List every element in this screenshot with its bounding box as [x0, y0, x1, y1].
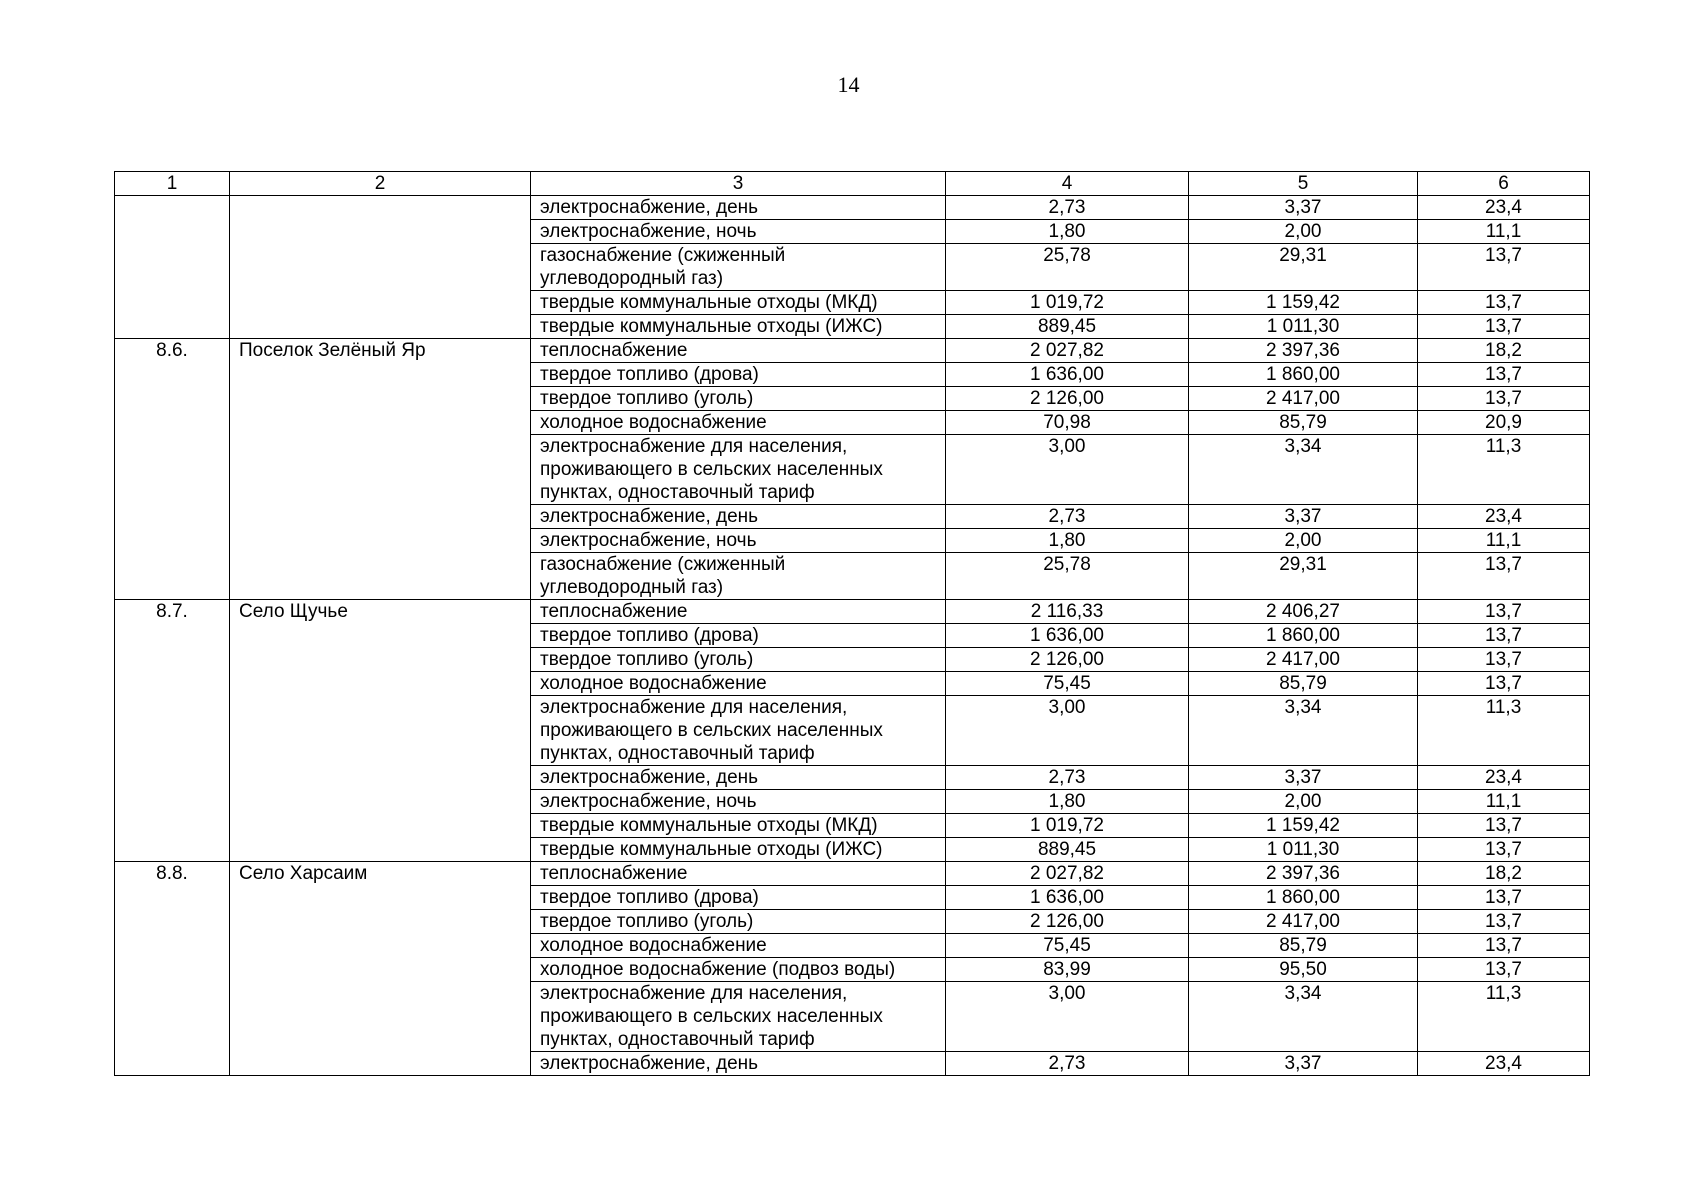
value-col5-cell: 1 860,00	[1189, 624, 1418, 648]
value-col6-cell: 11,3	[1418, 696, 1590, 766]
service-cell: холодное водоснабжение (подвоз воды)	[531, 958, 946, 982]
value-col4-cell: 2 126,00	[946, 910, 1189, 934]
value-col6-cell: 13,7	[1418, 910, 1590, 934]
value-col4-cell: 75,45	[946, 672, 1189, 696]
value-col4-cell: 2,73	[946, 505, 1189, 529]
settlement-cell	[230, 435, 531, 505]
value-col5-cell: 1 159,42	[1189, 291, 1418, 315]
value-col4-cell: 83,99	[946, 958, 1189, 982]
table-row	[115, 435, 1590, 505]
service-cell: электроснабжение, ночь	[531, 790, 946, 814]
value-col6-cell: 11,1	[1418, 790, 1590, 814]
service-cell: холодное водоснабжение	[531, 411, 946, 435]
service-cell: теплоснабжение	[531, 600, 946, 624]
item-number-cell	[115, 435, 230, 505]
value-col5-cell: 2,00	[1189, 220, 1418, 244]
value-col6-cell: 13,7	[1418, 624, 1590, 648]
item-number-cell	[115, 553, 230, 600]
value-col6-cell: 18,2	[1418, 862, 1590, 886]
settlement-cell	[230, 529, 531, 553]
service-cell: электроснабжение, ночь	[531, 529, 946, 553]
service-cell: твердое топливо (уголь)	[531, 910, 946, 934]
value-col5-cell: 2 397,36	[1189, 862, 1418, 886]
value-col5-cell: 85,79	[1189, 934, 1418, 958]
table-row	[115, 958, 1590, 982]
tariff-table	[114, 171, 1590, 1076]
settlement-cell	[230, 411, 531, 435]
table-row	[115, 505, 1590, 529]
value-col4-cell: 2 116,33	[946, 600, 1189, 624]
settlement-cell	[230, 766, 531, 790]
service-cell: электроснабжение для населения, проживающего в сельских населенных пунктах, одноставочный тариф	[531, 696, 946, 766]
value-col4-cell: 2,73	[946, 1052, 1189, 1076]
settlement-cell: Село Харсаим	[230, 862, 531, 886]
item-number-cell: 8.8.	[115, 862, 230, 886]
value-col4-cell: 1,80	[946, 529, 1189, 553]
value-col5-cell: 1 011,30	[1189, 838, 1418, 862]
settlement-cell	[230, 244, 531, 291]
settlement-cell	[230, 196, 531, 220]
value-col5-cell: 3,34	[1189, 982, 1418, 1052]
item-number-cell	[115, 387, 230, 411]
table-row	[115, 934, 1590, 958]
page-number: 14	[837, 72, 860, 97]
service-cell: твердые коммунальные отходы (ИЖС)	[531, 315, 946, 339]
value-col5-cell: 3,34	[1189, 696, 1418, 766]
value-col5-cell: 1 860,00	[1189, 363, 1418, 387]
item-number-cell	[115, 814, 230, 838]
item-number-cell: 8.6.	[115, 339, 230, 363]
value-col4-cell: 3,00	[946, 696, 1189, 766]
value-col4-cell: 3,00	[946, 982, 1189, 1052]
table-row	[115, 1052, 1590, 1076]
value-col4-cell: 2 126,00	[946, 648, 1189, 672]
settlement-cell	[230, 505, 531, 529]
value-col6-cell: 13,7	[1418, 553, 1590, 600]
value-col6-cell: 11,3	[1418, 435, 1590, 505]
table-row	[115, 363, 1590, 387]
service-cell: твердое топливо (уголь)	[531, 648, 946, 672]
value-col5-cell: 29,31	[1189, 553, 1418, 600]
service-cell: электроснабжение, день	[531, 766, 946, 790]
value-col5-cell: 85,79	[1189, 672, 1418, 696]
table-row	[115, 315, 1590, 339]
table-header-row	[115, 172, 1590, 196]
value-col6-cell: 13,7	[1418, 648, 1590, 672]
value-col4-cell: 1 636,00	[946, 624, 1189, 648]
value-col6-cell: 13,7	[1418, 934, 1590, 958]
table-row	[115, 244, 1590, 291]
service-cell: электроснабжение для населения, проживающего в сельских населенных пунктах, одноставочный тариф	[531, 982, 946, 1052]
settlement-cell	[230, 790, 531, 814]
value-col6-cell: 13,7	[1418, 600, 1590, 624]
value-col6-cell: 13,7	[1418, 672, 1590, 696]
value-col5-cell: 29,31	[1189, 244, 1418, 291]
value-col4-cell: 25,78	[946, 553, 1189, 600]
settlement-cell	[230, 672, 531, 696]
service-cell: электроснабжение для населения, проживающего в сельских населенных пунктах, одноставочный тариф	[531, 435, 946, 505]
value-col4-cell: 1 019,72	[946, 814, 1189, 838]
value-col5-cell: 3,37	[1189, 1052, 1418, 1076]
value-col5-cell: 3,34	[1189, 435, 1418, 505]
value-col5-cell: 3,37	[1189, 505, 1418, 529]
value-col6-cell: 11,1	[1418, 529, 1590, 553]
settlement-cell	[230, 934, 531, 958]
item-number-cell: 8.7.	[115, 600, 230, 624]
table-row	[115, 339, 1590, 363]
value-col6-cell: 18,2	[1418, 339, 1590, 363]
value-col6-cell: 13,7	[1418, 291, 1590, 315]
table-row	[115, 411, 1590, 435]
tariff-table-body	[115, 172, 1590, 1076]
value-col6-cell: 23,4	[1418, 196, 1590, 220]
service-cell: электроснабжение, день	[531, 196, 946, 220]
item-number-cell	[115, 766, 230, 790]
item-number-cell	[115, 220, 230, 244]
value-col6-cell: 13,7	[1418, 244, 1590, 291]
value-col4-cell: 3,00	[946, 435, 1189, 505]
value-col6-cell: 13,7	[1418, 886, 1590, 910]
item-number-cell	[115, 1052, 230, 1076]
settlement-cell	[230, 696, 531, 766]
service-cell: твердое топливо (дрова)	[531, 624, 946, 648]
table-row	[115, 648, 1590, 672]
value-col6-cell: 23,4	[1418, 766, 1590, 790]
table-row	[115, 886, 1590, 910]
item-number-cell	[115, 363, 230, 387]
table-row	[115, 766, 1590, 790]
value-col4-cell: 2,73	[946, 766, 1189, 790]
service-cell: твердое топливо (уголь)	[531, 387, 946, 411]
item-number-cell	[115, 910, 230, 934]
table-row	[115, 814, 1590, 838]
table-row	[115, 387, 1590, 411]
table-row	[115, 862, 1590, 886]
column-header: 1	[115, 172, 230, 196]
service-cell: твердые коммунальные отходы (МКД)	[531, 814, 946, 838]
item-number-cell	[115, 934, 230, 958]
settlement-cell	[230, 814, 531, 838]
settlement-cell	[230, 648, 531, 672]
value-col4-cell: 75,45	[946, 934, 1189, 958]
value-col6-cell: 13,7	[1418, 315, 1590, 339]
value-col5-cell: 2 417,00	[1189, 648, 1418, 672]
service-cell: твердые коммунальные отходы (ИЖС)	[531, 838, 946, 862]
item-number-cell	[115, 196, 230, 220]
item-number-cell	[115, 886, 230, 910]
item-number-cell	[115, 505, 230, 529]
settlement-cell: Поселок Зелёный Яр	[230, 339, 531, 363]
value-col4-cell: 25,78	[946, 244, 1189, 291]
value-col5-cell: 2 397,36	[1189, 339, 1418, 363]
value-col4-cell: 889,45	[946, 838, 1189, 862]
settlement-cell	[230, 910, 531, 934]
service-cell: твердое топливо (дрова)	[531, 886, 946, 910]
service-cell: электроснабжение, ночь	[531, 220, 946, 244]
table-row	[115, 600, 1590, 624]
settlement-cell	[230, 553, 531, 600]
settlement-cell	[230, 982, 531, 1052]
value-col6-cell: 13,7	[1418, 387, 1590, 411]
value-col6-cell: 13,7	[1418, 958, 1590, 982]
value-col4-cell: 1 636,00	[946, 363, 1189, 387]
column-header: 6	[1418, 172, 1590, 196]
service-cell: газоснабжение (сжиженный углеводородный газ)	[531, 553, 946, 600]
value-col4-cell: 2,73	[946, 196, 1189, 220]
value-col4-cell: 2 027,82	[946, 862, 1189, 886]
table-row	[115, 672, 1590, 696]
value-col6-cell: 23,4	[1418, 1052, 1590, 1076]
value-col4-cell: 889,45	[946, 315, 1189, 339]
item-number-cell	[115, 838, 230, 862]
table-row	[115, 838, 1590, 862]
table-row	[115, 910, 1590, 934]
item-number-cell	[115, 790, 230, 814]
table-row	[115, 696, 1590, 766]
service-cell: холодное водоснабжение	[531, 672, 946, 696]
item-number-cell	[115, 958, 230, 982]
column-header: 2	[230, 172, 531, 196]
settlement-cell	[230, 315, 531, 339]
service-cell: электроснабжение, день	[531, 1052, 946, 1076]
value-col5-cell: 2 417,00	[1189, 387, 1418, 411]
settlement-cell	[230, 387, 531, 411]
service-cell: электроснабжение, день	[531, 505, 946, 529]
item-number-cell	[115, 624, 230, 648]
value-col5-cell: 2 417,00	[1189, 910, 1418, 934]
table-row	[115, 624, 1590, 648]
value-col4-cell: 70,98	[946, 411, 1189, 435]
settlement-cell	[230, 363, 531, 387]
value-col5-cell: 3,37	[1189, 766, 1418, 790]
settlement-cell	[230, 838, 531, 862]
value-col6-cell: 13,7	[1418, 363, 1590, 387]
value-col5-cell: 1 159,42	[1189, 814, 1418, 838]
column-header: 3	[531, 172, 946, 196]
service-cell: холодное водоснабжение	[531, 934, 946, 958]
service-cell: твердое топливо (дрова)	[531, 363, 946, 387]
settlement-cell	[230, 624, 531, 648]
value-col6-cell: 11,3	[1418, 982, 1590, 1052]
settlement-cell	[230, 1052, 531, 1076]
table-row	[115, 529, 1590, 553]
value-col6-cell: 23,4	[1418, 505, 1590, 529]
value-col5-cell: 2 406,27	[1189, 600, 1418, 624]
settlement-cell	[230, 291, 531, 315]
service-cell: твердые коммунальные отходы (МКД)	[531, 291, 946, 315]
item-number-cell	[115, 244, 230, 291]
settlement-cell: Село Щучье	[230, 600, 531, 624]
value-col5-cell: 1 011,30	[1189, 315, 1418, 339]
item-number-cell	[115, 648, 230, 672]
value-col4-cell: 1 636,00	[946, 886, 1189, 910]
item-number-cell	[115, 696, 230, 766]
settlement-cell	[230, 886, 531, 910]
item-number-cell	[115, 315, 230, 339]
value-col6-cell: 20,9	[1418, 411, 1590, 435]
service-cell: теплоснабжение	[531, 862, 946, 886]
value-col5-cell: 1 860,00	[1189, 886, 1418, 910]
value-col5-cell: 2,00	[1189, 790, 1418, 814]
settlement-cell	[230, 958, 531, 982]
value-col5-cell: 2,00	[1189, 529, 1418, 553]
column-header: 4	[946, 172, 1189, 196]
value-col6-cell: 13,7	[1418, 814, 1590, 838]
service-cell: газоснабжение (сжиженный углеводородный газ)	[531, 244, 946, 291]
value-col4-cell: 2 027,82	[946, 339, 1189, 363]
item-number-cell	[115, 672, 230, 696]
service-cell: теплоснабжение	[531, 339, 946, 363]
value-col4-cell: 2 126,00	[946, 387, 1189, 411]
value-col5-cell: 3,37	[1189, 196, 1418, 220]
item-number-cell	[115, 529, 230, 553]
value-col4-cell: 1,80	[946, 220, 1189, 244]
table-row	[115, 291, 1590, 315]
table-row	[115, 220, 1590, 244]
table-row	[115, 982, 1590, 1052]
settlement-cell	[230, 220, 531, 244]
value-col6-cell: 11,1	[1418, 220, 1590, 244]
item-number-cell	[115, 411, 230, 435]
value-col4-cell: 1 019,72	[946, 291, 1189, 315]
table-row	[115, 790, 1590, 814]
item-number-cell	[115, 982, 230, 1052]
value-col5-cell: 95,50	[1189, 958, 1418, 982]
value-col5-cell: 85,79	[1189, 411, 1418, 435]
column-header: 5	[1189, 172, 1418, 196]
table-row	[115, 553, 1590, 600]
value-col4-cell: 1,80	[946, 790, 1189, 814]
table-row	[115, 196, 1590, 220]
item-number-cell	[115, 291, 230, 315]
value-col6-cell: 13,7	[1418, 838, 1590, 862]
